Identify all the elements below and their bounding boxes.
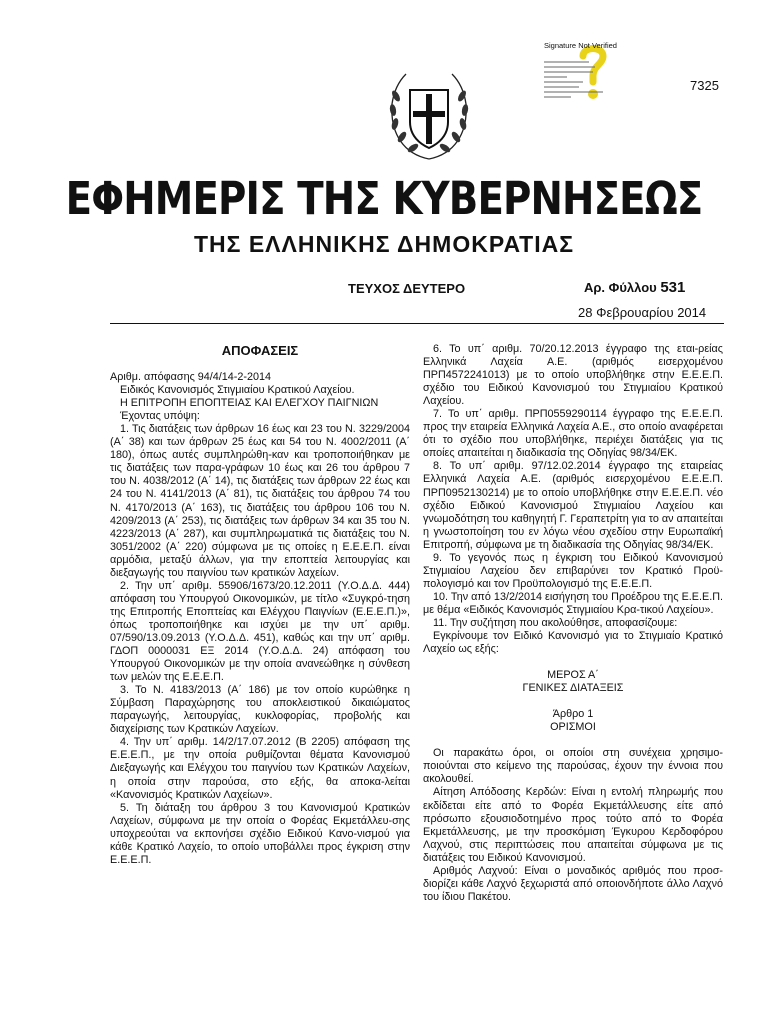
paragraph-1: 1. Τις διατάξεις των άρθρων 16 έως και 23 του Ν. 3229/2004 (Α΄ 38) και των άρθρων 25 έως και 54 του Ν. 4002/2011 (Α΄ 180), όπως αυτές συμπληρώθη-καν και τροποποιήθηκαν με τις διατάξεις των παρα-γράφων 10 έως και 26 του άρθρου 7 του Ν. 4038/2012 (Α΄ 14), τις διατάξεις των άρθρων 22 έως και 24 του Ν. 4141/2013 (Α΄ 81), τις διατάξεις του άρθρου 74 του Ν. 4170/2013 (Α΄ 163), τις διατάξεις του άρθρου 106 του Ν. 4209/2013 (Α΄ 253), τις διατάξεις των άρθρων 34 και 35 του Ν. 4223/2013 (Α΄ 287), και συμπληρωματικά τις διατάξεις του Ν. 3051/2002 (Α΄ 220) σύμφωνα με τις οποίες η Ε.Ε.Ε.Π. είναι αρμόδια, μεταξύ άλλων, για την εποπτεία λειτουργίας και διεξαγωγής του παιγνίου των κρατικών λαχείων. bbox=[110, 423, 410, 579]
paragraph-11: 11. Την συζήτηση που ακολούθησε, αποφασίζουμε: bbox=[433, 616, 678, 629]
issue-label: ΤΕΥΧΟΣ ΔΕΥΤΕΡΟ bbox=[348, 281, 466, 296]
paragraph-3: 3. Το Ν. 4183/2013 (Α΄ 186) με τον οποίο κυρώθηκε η Σύμβαση Παραχώρησης του αποκλειστικού δικαιώματος παραγωγής, λειτουργίας, κυκλοφορίας, προβολής και διαχείρισης των Κρατικών Λαχείων. bbox=[110, 684, 410, 736]
gazette-subtitle: ΤΗΣ ΕΛΛΗΝΙΚΗΣ ΔΗΜΟΚΡΑΤΙΑΣ bbox=[193, 231, 575, 257]
left-column bbox=[110, 344, 410, 867]
decision-number: Αριθμ. απόφασης 94/4/14-2-2014 bbox=[110, 371, 272, 384]
paragraph-2: 2. Την υπ΄ αριθμ. 55906/1673/20.12.2011 (Υ.Ο.Δ.Δ. 444) απόφαση του Υπουργού Οικονομικών, με τίτλο «Συγκρό-τηση της Επιτροπής Εποπτείας και Ελέγχου Παιγνίων (Ε.Ε.Ε.Π.)», όπως τροποποιήθηκε και ισχύει με την υπ΄ αριθμ. 07/590/13.09.2013 (Υ.Ο.Δ.Δ. 451), καθώς και την υπ΄ αριθμ. ΓΔΟΠ 0000031 ΕΞ 2014 (Υ.Ο.Δ.Δ. 24) απόφαση του Υπουργού Οικονομικών με την οποία ανανεώθηκε η σύνθεση των μελών της Ε.Ε.Ε.Π. bbox=[110, 579, 410, 684]
committee-name: Η ΕΠΙΤΡΟΠΗ ΕΠΟΠΤΕΙΑΣ ΚΑΙ ΕΛΕΓΧΟΥ ΠΑΙΓΝΙΩΝ bbox=[120, 397, 379, 410]
considering-label: Έχοντας υπόψη: bbox=[120, 410, 200, 423]
article-title: Άρθρο 1 bbox=[552, 708, 594, 721]
paragraph-4: 4. Την υπ΄ αριθμ. 14/2/17.07.2012 (Β 2205) απόφαση της Ε.Ε.Ε.Π., με την οποία ρυθμίζονται θέματα Κανονισμού Διεξαγωγής και Ελέγχου του παιγνίου των Κρατικών Λαχείων, η οποία στην παρούσα, στο εξής, θα αποκα-λείται «Κανονισμός Κρατικών Λαχείων». bbox=[110, 736, 410, 801]
article-paragraph-3: Αριθμός Λαχνού: Είναι ο μοναδικός αριθμός που προσ-διορίζει κάθε Λαχνό ξεχωριστά από οποιονδήποτε άλλο Λαχνό του ίδιου Πακέτου. bbox=[423, 864, 723, 903]
paragraph-10: 10. Την από 13/2/2014 εισήγηση του Προέδρου της Ε.Ε.Ε.Π. με θέμα «Ειδικός Κανονισμός Στιγμιαίου Κρα-τικού Λαχείου». bbox=[423, 590, 723, 616]
sheet-number-label bbox=[584, 279, 685, 296]
approval-statement: Εγκρίνουμε τον Ειδικό Κανονισμό για το Στιγμιαίο Κρατικό Λαχείο ως εξής: bbox=[423, 630, 723, 656]
section-heading: ΑΠΟΦΑΣΕΙΣ bbox=[221, 343, 299, 358]
part-title: ΜΕΡΟΣ Α΄ bbox=[547, 669, 599, 682]
page-number: 7325 bbox=[690, 78, 719, 93]
digital-signature-stamp bbox=[543, 42, 631, 108]
decision-subject: Ειδικός Κανονισμός Στιγμιαίου Κρατικού Λαχείου. bbox=[120, 384, 355, 397]
right-column bbox=[423, 343, 723, 904]
paragraph-9: 9. Το γεγονός πως η έγκριση του Ειδικού Κανονισμού Στιγμιαίου Λαχείου δεν επιβαρύνει τον Κρατικό Προϋ-πολογισμό και τον Προϋπολογισμό της Ε.Ε.Ε.Π. bbox=[423, 551, 723, 590]
paragraph-8: 8. Το υπ΄ αριθμ. 97/12.02.2014 έγγραφο της εταιρείας Ελληνικά Λαχεία Α.Ε. (αριθμός εισερχομένου Ε.Ε.Ε.Π. ΠΡΠ0952130214) με το οποίο υποβλήθηκε στην Ε.Ε.Ε.Π. νέο σχέδιο Ειδικού Κανονισμού Στιγμιαίου Λαχείου και γνωμοδότηση του καθηγητή Γ. Γεραπετρίτη για το αν απαιτείται η γνωστοποίηση του εν λόγω νέου σχεδίου στην Ευρωπαϊκή Επιτροπή, σύμφωνα με τη διαδικασία της Οδηγίας 98/34/ΕΚ. bbox=[423, 460, 723, 551]
paragraph-7: 7. Το υπ΄ αριθμ. ΠΡΠ0559290114 έγγραφο της Ε.Ε.Ε.Π. προς την εταιρεία Ελληνικά Λαχεία Α.Ε., στο οποίο αναφέρεται ότι το σχέδιο που υποβλήθηκε, περιέχει διατάξεις για τις οποίες απαιτείται η διαδικασία της Οδηγίας 98/34/ΕΚ. bbox=[423, 408, 723, 460]
paragraph-6: 6. Το υπ΄ αριθμ. 70/20.12.2013 έγγραφο της εται-ρείας Ελληνικά Λαχεία Α.Ε. (αριθμός εισερχομένου ΠΡΠ4572241013) με το οποίο υποβλήθηκε στην Ε.Ε.Ε.Π. σχέδιο του Ειδικού Κανονισμού του Στιγμιαίου Κρατικού Λαχείου. bbox=[423, 343, 723, 408]
article-paragraph-2: Αίτηση Απόδοσης Κερδών: Είναι η εντολή πληρωμής που εκδίδεται είτε από το Φορέα Εκμετάλλευσης είτε από πρόσωπο εξουσιοδοτημένο προς τούτο από το Φορέα Εκμετάλλευσης, με την προσκόμιση Έγκυρου Κερδοφόρου Λαχνού, στις περιπτώσεις που απαιτείται σύμφωνα με τις διατάξεις του Ειδικού Κανονισμού. bbox=[423, 786, 723, 864]
signature-label: Signature Not Verified bbox=[544, 42, 617, 50]
gazette-masthead: ΕΦΗΜΕΡΙΣ ΤΗΣ ΚΥΒΕΡΝΗΣΕΩΣ bbox=[65, 172, 703, 225]
publication-date: 28 Φεβρουαρίου 2014 bbox=[578, 305, 707, 320]
article-subtitle: ΟΡΙΣΜΟΙ bbox=[550, 721, 596, 734]
sheet-label-text: Αρ. Φύλλου bbox=[584, 280, 661, 295]
header-divider bbox=[110, 323, 724, 324]
paragraph-5: 5. Τη διάταξη του άρθρου 3 του Κανονισμού Κρατικών Λαχείων, σύμφωνα με την οποία ο Φορέας Εκμετάλλευ-σης υποχρεούται να εκπονήσει σχέδιο Ειδικού Κανο-νισμού για κάθε Κρατικό Λαχείο, το οποίο υποβάλλει προς έγκριση στην Ε.Ε.Ε.Π. bbox=[110, 801, 410, 866]
sheet-number: 531 bbox=[660, 279, 686, 296]
greek-coat-of-arms-emblem bbox=[382, 64, 476, 164]
part-subtitle: ΓΕΝΙΚΕΣ ΔΙΑΤΑΞΕΙΣ bbox=[522, 682, 624, 695]
article-paragraph-1: Οι παρακάτω όροι, οι οποίοι στη συνέχεια χρησιμο-ποιούνται στο κείμενο της παρούσας, έχουν την έννοια που ακολουθεί. bbox=[423, 747, 723, 786]
